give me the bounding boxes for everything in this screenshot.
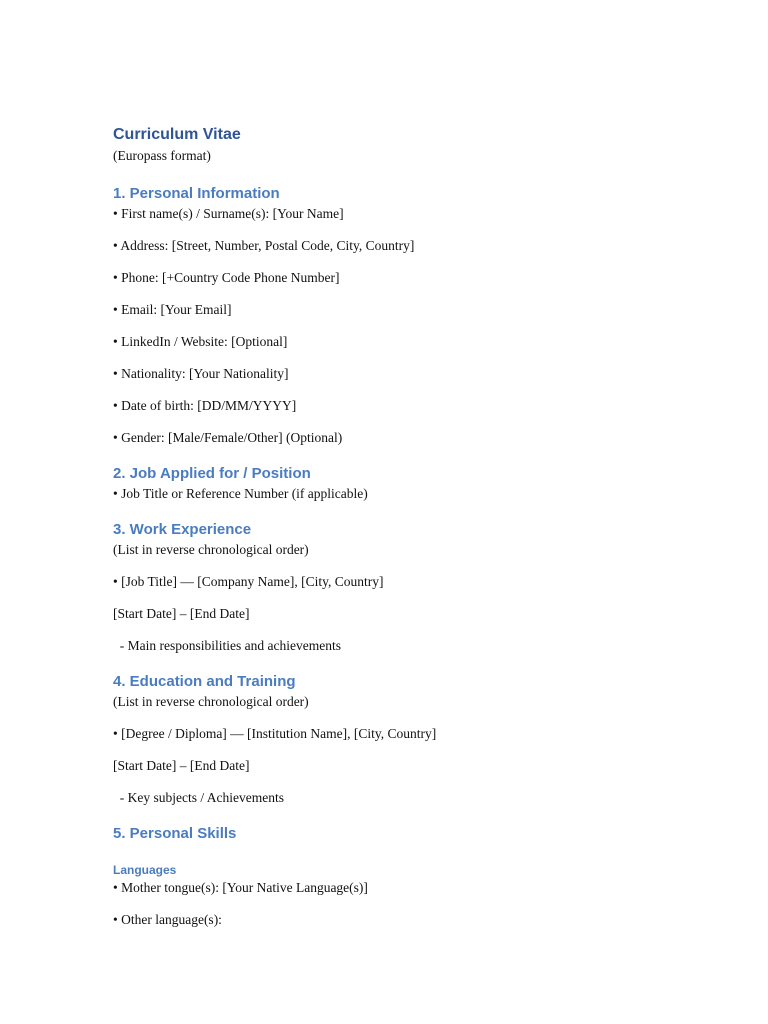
section-heading-personal-skills: 5. Personal Skills [113, 825, 237, 842]
job-applied-item: • Job Title or Reference Number (if applicable) [113, 486, 368, 501]
education-note: (List in reverse chronological order) [113, 694, 309, 709]
subsection-heading-languages: Languages [113, 863, 177, 877]
section-heading-job-applied: 2. Job Applied for / Position [113, 465, 311, 482]
personal-info-birthdate: • Date of birth: [DD/MM/YYYY] [113, 398, 297, 413]
work-experience-dates: [Start Date] – [End Date] [113, 606, 250, 621]
language-mother-tongue: • Mother tongue(s): [Your Native Language(s)] [113, 880, 368, 895]
section-heading-personal-information: 1. Personal Information [113, 185, 280, 202]
work-experience-note: (List in reverse chronological order) [113, 542, 309, 557]
work-experience-entry: • [Job Title] — [Company Name], [City, Country] [113, 574, 384, 589]
personal-info-nationality: • Nationality: [Your Nationality] [113, 366, 289, 381]
section-heading-education: 4. Education and Training [113, 673, 296, 690]
personal-info-gender: • Gender: [Male/Female/Other] (Optional) [113, 430, 343, 445]
language-other: • Other language(s): [113, 912, 222, 927]
personal-info-phone: • Phone: [+Country Code Phone Number] [113, 270, 340, 285]
personal-info-address: • Address: [Street, Number, Postal Code, City, Country] [113, 238, 415, 253]
education-detail: - Key subjects / Achievements [113, 790, 284, 805]
personal-info-website: • LinkedIn / Website: [Optional] [113, 334, 288, 349]
personal-info-name: • First name(s) / Surname(s): [Your Name] [113, 206, 344, 221]
education-dates: [Start Date] – [End Date] [113, 758, 250, 773]
personal-info-email: • Email: [Your Email] [113, 302, 232, 317]
work-experience-detail: - Main responsibilities and achievements [113, 638, 341, 653]
document-title: Curriculum Vitae [113, 126, 241, 143]
education-entry: • [Degree / Diploma] — [Institution Name], [City, Country] [113, 726, 437, 741]
section-heading-work-experience: 3. Work Experience [113, 521, 252, 538]
document-body [113, 124, 713, 929]
document-subtitle: (Europass format) [113, 148, 211, 163]
